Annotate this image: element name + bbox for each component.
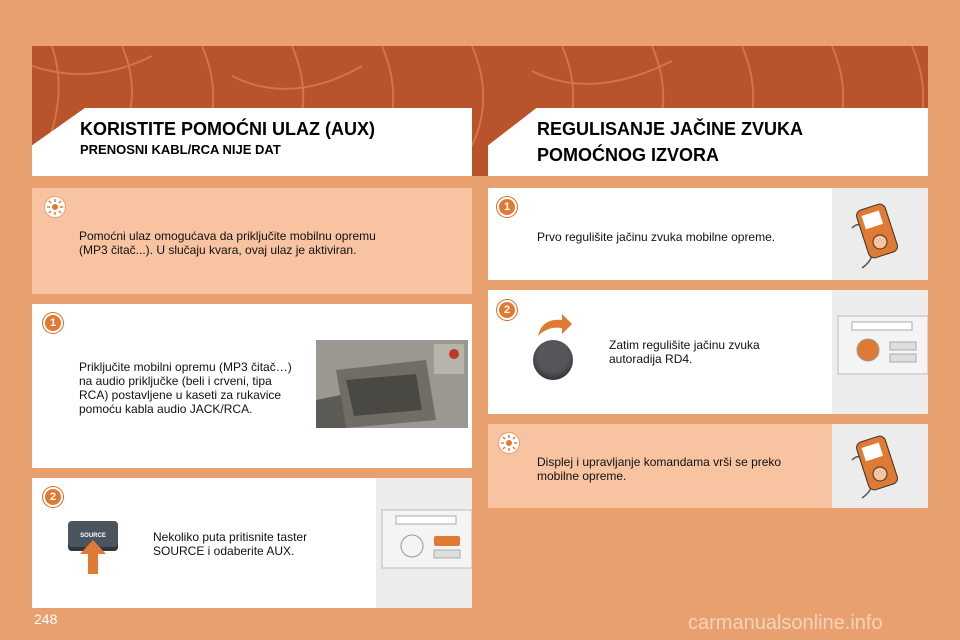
left-step1-line: RCA) postavljene u kaseti za rukavice: [79, 388, 282, 402]
left-step1-line: Priključite mobilni opremu (MP3 čitač…): [79, 360, 292, 374]
right-step2-line: autoradija RD4.: [609, 352, 693, 366]
source-button-label: SOURCE: [80, 533, 106, 539]
right-step2-line: Zatim regulišite jačinu zvuka: [609, 338, 760, 352]
step-badge: 1: [43, 313, 63, 333]
left-step2-line: SOURCE i odaberite AUX.: [153, 544, 295, 558]
right-step1-text: Prvo regulišite jačinu zvuka mobilne opreme.: [537, 230, 776, 244]
arrow-up-icon: [80, 540, 106, 574]
mp3-player-illustration: [832, 188, 928, 280]
left-step2-line: Nekoliko puta pritisnite taster: [153, 530, 308, 544]
page-number: 248: [34, 611, 58, 627]
radio-illustration: [832, 290, 928, 414]
rotate-arrow-icon: [536, 312, 572, 338]
left-step1-line: pomoću kabla audio JACK/RCA.: [79, 402, 253, 416]
right-info-line: mobilne opreme.: [537, 469, 627, 483]
left-subtitle: PRENOSNI KABL/RCA NIJE DAT: [80, 142, 281, 157]
watermark: carmanualsonline.info: [688, 612, 883, 634]
mp3-player-illustration: [832, 424, 928, 508]
volume-knob-illustration: [533, 340, 573, 380]
glovebox-photo: [316, 340, 468, 428]
sun-icon: [44, 196, 66, 218]
right-title-line2: POMOĆNOG IZVORA: [537, 145, 720, 165]
left-title: KORISTITE POMOĆNI ULAZ (AUX): [80, 119, 375, 139]
left-info-text-1: Pomoćni ulaz omogućava da priključite mobilnu opremu: [79, 229, 376, 243]
step-badge: 2: [43, 487, 63, 507]
left-step1-line: na audio priključke (beli i crveni, tipa: [79, 374, 272, 388]
left-info-text-2: (MP3 čitač...). U slučaju kvara, ovaj ulaz je aktiviran.: [79, 243, 357, 257]
step-badge: 1: [497, 197, 517, 217]
sun-icon: [498, 432, 520, 454]
step-badge: 2: [497, 300, 517, 320]
right-title-line1: REGULISANJE JAČINE ZVUKA: [537, 119, 804, 139]
radio-illustration: [376, 478, 472, 608]
right-info-line: Displej i upravljanje komandama vrši se preko: [537, 455, 782, 469]
